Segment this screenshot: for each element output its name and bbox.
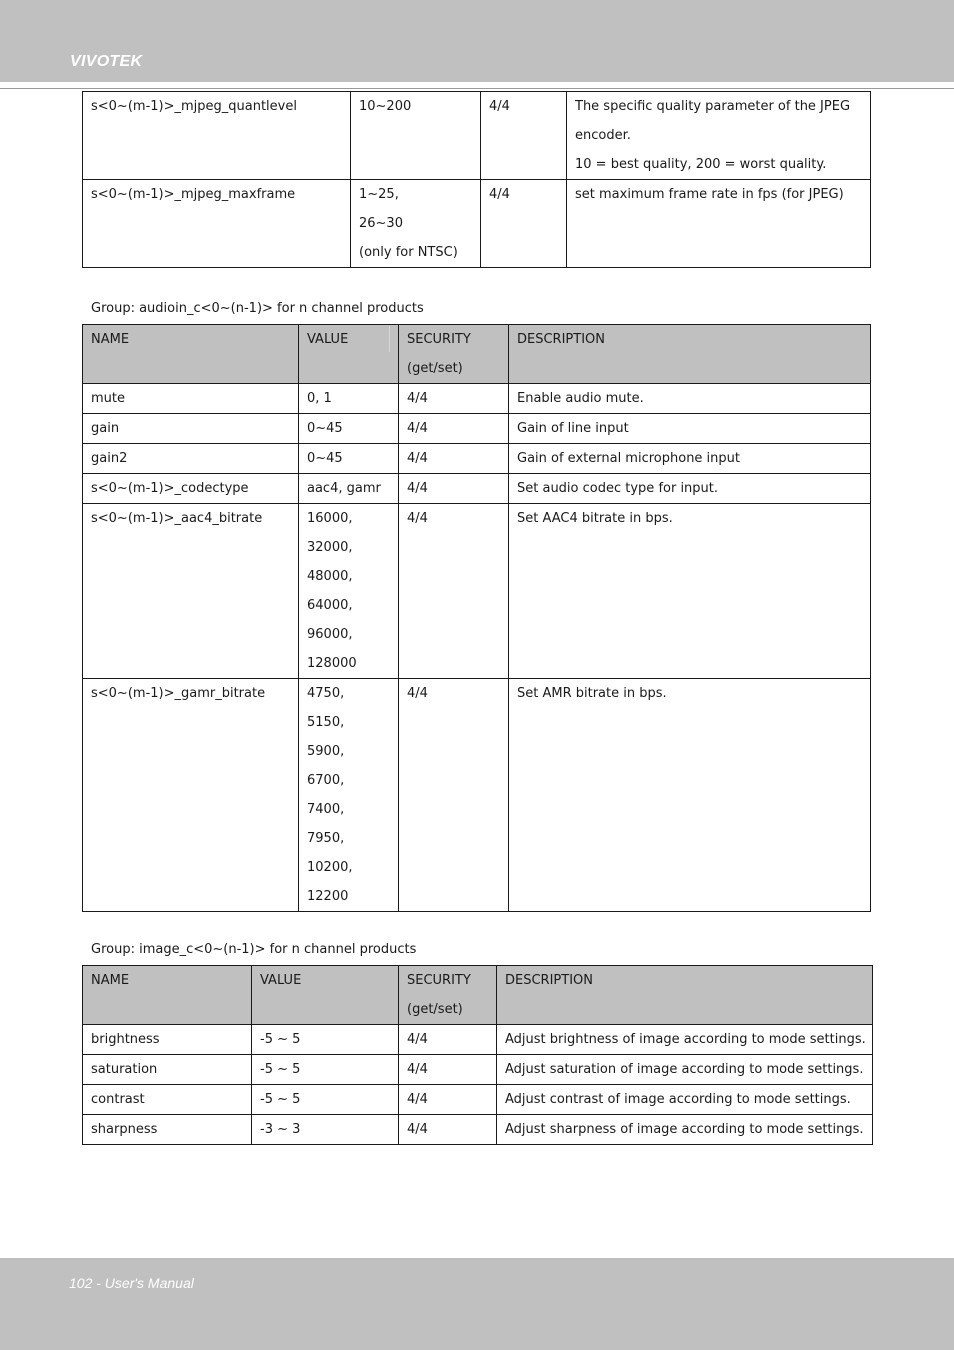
param-security: 4/4 xyxy=(481,92,567,180)
param-security: 4/4 xyxy=(399,384,509,414)
value-line: 128000 xyxy=(307,656,357,671)
table-row xyxy=(83,414,871,444)
param-name: s<0~(m-1)>_gamr_bitrate xyxy=(83,679,299,912)
param-value: -5 ~ 5 xyxy=(252,1025,399,1055)
header-line: SECURITY xyxy=(407,332,471,347)
description-line: encoder. xyxy=(575,128,631,143)
header-line: (get/set) xyxy=(407,361,463,376)
column-header-value: VALUE xyxy=(252,966,399,1025)
param-name: s<0~(m-1)>_codectype xyxy=(83,474,299,504)
param-description: Set audio codec type for input. xyxy=(509,474,871,504)
param-name: s<0~(m-1)>_mjpeg_quantlevel xyxy=(83,92,351,180)
value-line: 7950, xyxy=(307,831,345,846)
table-row xyxy=(83,504,871,679)
table-row xyxy=(83,1025,873,1055)
param-security: 4/4 xyxy=(481,180,567,268)
param-description: Enable audio mute. xyxy=(509,384,871,414)
param-name: contrast xyxy=(83,1085,252,1115)
param-security: 4/4 xyxy=(399,1085,497,1115)
param-value xyxy=(299,679,399,912)
param-value: 0~45 xyxy=(299,444,399,474)
mjpeg-parameter-table xyxy=(82,91,871,268)
value-line: 6700, xyxy=(307,773,345,788)
table-row xyxy=(83,180,871,268)
value-line: 32000, xyxy=(307,540,353,555)
param-security: 4/4 xyxy=(399,414,509,444)
value-line: 16000, xyxy=(307,511,353,526)
param-value xyxy=(351,92,481,180)
page-footer xyxy=(0,1258,954,1350)
value-line: 7400, xyxy=(307,802,345,817)
param-description: Set AMR bitrate in bps. xyxy=(509,679,871,912)
param-description: Gain of external microphone input xyxy=(509,444,871,474)
param-security: 4/4 xyxy=(399,504,509,679)
param-description: Gain of line input xyxy=(509,414,871,444)
param-description: Adjust saturation of image according to mode settings. xyxy=(497,1055,873,1085)
table-header-row xyxy=(83,966,873,1025)
description-line: 10 = best quality, 200 = worst quality. xyxy=(575,157,827,172)
param-description: Set AAC4 bitrate in bps. xyxy=(509,504,871,679)
param-security: 4/4 xyxy=(399,1025,497,1055)
value-line: (only for NTSC) xyxy=(359,245,458,260)
table-row xyxy=(83,1085,873,1115)
param-description xyxy=(567,180,871,268)
column-header-security xyxy=(399,966,497,1025)
param-description xyxy=(567,92,871,180)
value-line: 48000, xyxy=(307,569,353,584)
table-row xyxy=(83,92,871,180)
param-description: Adjust contrast of image according to mode settings. xyxy=(497,1085,873,1115)
param-name: s<0~(m-1)>_mjpeg_maxframe xyxy=(83,180,351,268)
param-name: mute xyxy=(83,384,299,414)
column-header-description: DESCRIPTION xyxy=(509,325,871,384)
param-description: Adjust sharpness of image according to mode settings. xyxy=(497,1115,873,1145)
param-name: gain xyxy=(83,414,299,444)
param-security: 4/4 xyxy=(399,1055,497,1085)
header-line: (get/set) xyxy=(407,1002,463,1017)
param-name: sharpness xyxy=(83,1115,252,1145)
column-header-description: DESCRIPTION xyxy=(497,966,873,1025)
param-value: -5 ~ 5 xyxy=(252,1055,399,1085)
param-name: gain2 xyxy=(83,444,299,474)
value-line: 4750, xyxy=(307,686,345,701)
value-line: 96000, xyxy=(307,627,353,642)
page-header xyxy=(0,0,954,82)
table-header-row xyxy=(83,325,871,384)
value-line: 12200 xyxy=(307,889,349,904)
value-line: 5150, xyxy=(307,715,345,730)
value-line: 64000, xyxy=(307,598,353,613)
header-divider xyxy=(0,88,954,89)
param-value: aac4, gamr xyxy=(299,474,399,504)
value-line: 10~200 xyxy=(359,99,412,114)
param-value xyxy=(299,504,399,679)
image-group-title: Group: image_c<0~(n-1)> for n channel products xyxy=(91,942,417,957)
param-value xyxy=(351,180,481,268)
param-value: 0, 1 xyxy=(299,384,399,414)
param-value: 0~45 xyxy=(299,414,399,444)
table-row xyxy=(83,444,871,474)
value-line: 1~25, xyxy=(359,187,399,202)
param-security: 4/4 xyxy=(399,679,509,912)
description-line: set maximum frame rate in fps (for JPEG) xyxy=(575,187,844,202)
table-row xyxy=(83,474,871,504)
table-row xyxy=(83,1115,873,1145)
param-name: saturation xyxy=(83,1055,252,1085)
value-line: 5900, xyxy=(307,744,345,759)
param-value: -3 ~ 3 xyxy=(252,1115,399,1145)
header-cell-separator xyxy=(389,326,390,352)
param-security: 4/4 xyxy=(399,474,509,504)
image-parameter-table xyxy=(82,965,873,1145)
value-line: 10200, xyxy=(307,860,353,875)
description-line: The specific quality parameter of the JPEG xyxy=(575,99,851,114)
param-security: 4/4 xyxy=(399,444,509,474)
param-name: brightness xyxy=(83,1025,252,1055)
param-name: s<0~(m-1)>_aac4_bitrate xyxy=(83,504,299,679)
column-header-name: NAME xyxy=(83,966,252,1025)
header-line: SECURITY xyxy=(407,973,471,988)
audio-parameter-table xyxy=(82,324,871,912)
param-security: 4/4 xyxy=(399,1115,497,1145)
value-line: 26~30 xyxy=(359,216,403,231)
audio-group-title: Group: audioin_c<0~(n-1)> for n channel products xyxy=(91,301,424,316)
page-number-label: 102 - User's Manual xyxy=(69,1275,194,1291)
column-header-name: NAME xyxy=(83,325,299,384)
brand-logo-text: VIVOTEK xyxy=(70,53,143,70)
table-row xyxy=(83,1055,873,1085)
column-header-security xyxy=(399,325,509,384)
table-row xyxy=(83,384,871,414)
column-header-value: VALUE xyxy=(299,325,399,384)
table-row xyxy=(83,679,871,912)
param-description: Adjust brightness of image according to mode settings. xyxy=(497,1025,873,1055)
param-value: -5 ~ 5 xyxy=(252,1085,399,1115)
